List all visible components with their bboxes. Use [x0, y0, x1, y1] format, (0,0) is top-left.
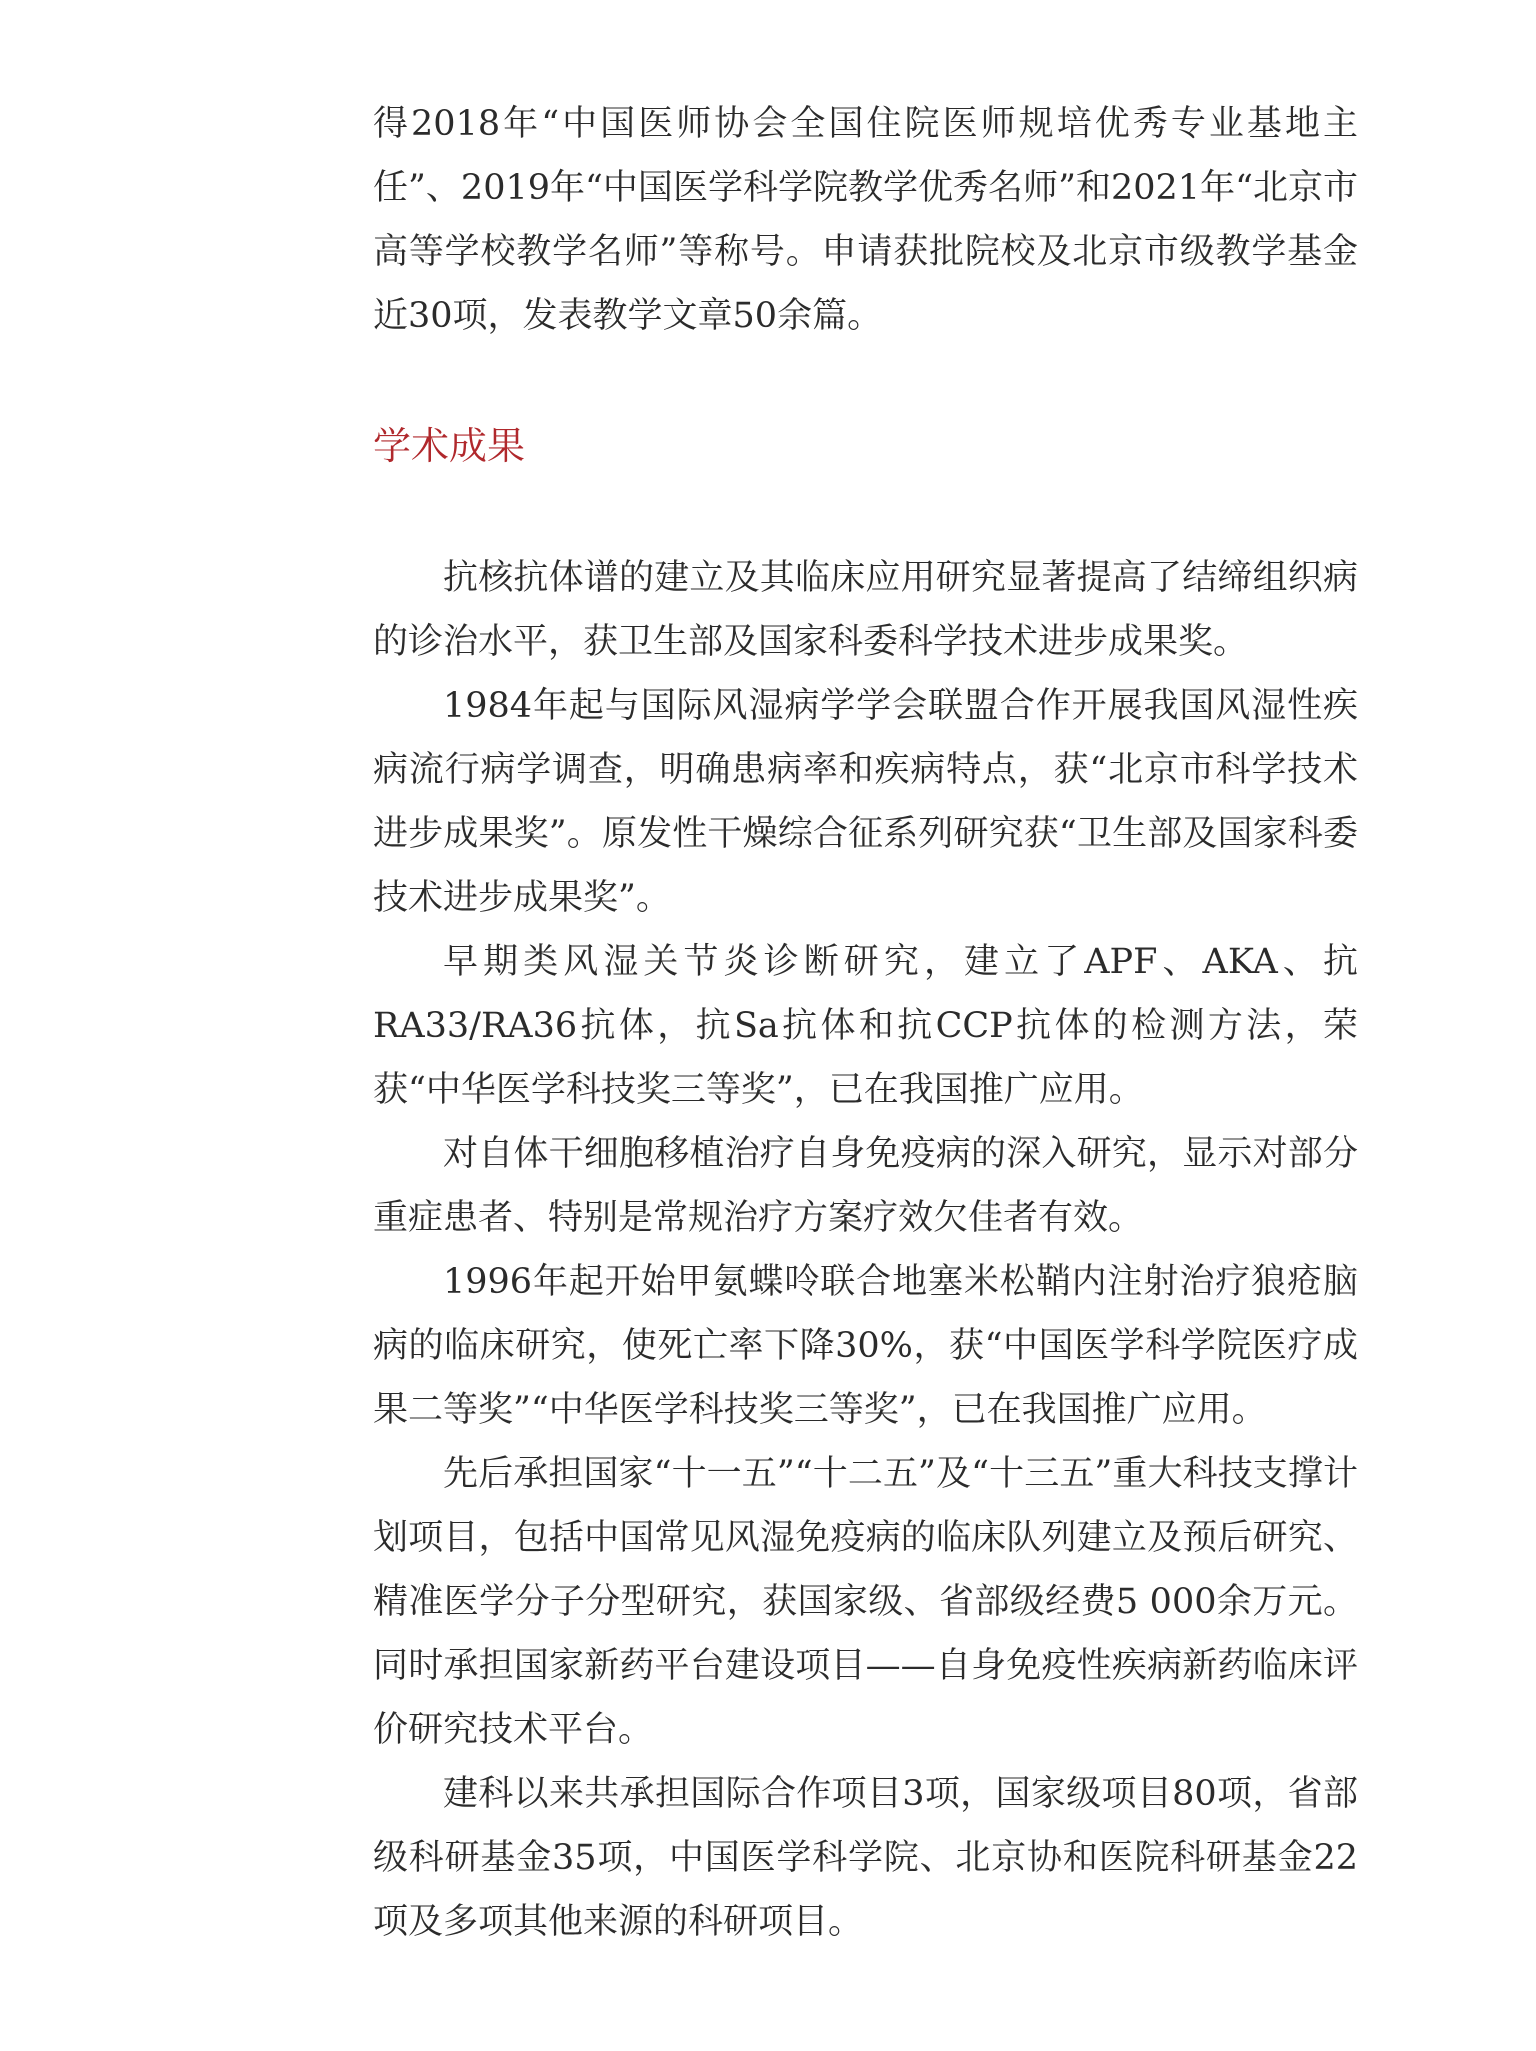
section-heading: 学术成果: [373, 424, 526, 468]
paragraph-epidemiology: 1984年起与国际风湿病学学会联盟合作开展我国风湿性疾病流行病学调查，明确患病率和疾病特点，获“北京市科学技术进步成果奖”。原发性干燥综合征系列研究获“卫生部及国家科委技术进步成果奖”。: [373, 686, 1358, 918]
paragraph-ana-spectrum: 抗核抗体谱的建立及其临床应用研究显著提高了结缔组织病的诊治水平，获卫生部及国家科委科学技术进步成果奖。: [373, 558, 1358, 662]
paragraph-national-projects: 先后承担国家“十一五”“十二五”及“十三五”重大科技支撑计划项目，包括中国常见风湿免疫病的临床队列建立及预后研究、精准医学分子分型研究，获国家级、省部级经费5 000余万元。同时承担国家新药平台建设项目——自身免疫性疾病新药临床评价研究技术平台。: [373, 1454, 1358, 1750]
paragraph-lupus-encephalopathy: 1996年起开始甲氨蝶呤联合地塞米松鞘内注射治疗狼疮脑病的临床研究，使死亡率下降30%，获“中国医学科学院医疗成果二等奖”“中华医学科技奖三等奖”，已在我国推广应用。: [373, 1262, 1358, 1430]
paragraph-early-ra-diagnosis: 早期类风湿关节炎诊断研究，建立了APF、AKA、抗RA33/RA36抗体，抗Sa抗体和抗CCP抗体的检测方法，荣获“中华医学科技奖三等奖”，已在我国推广应用。: [373, 942, 1358, 1110]
paragraph-stem-cell: 对自体干细胞移植治疗自身免疫病的深入研究，显示对部分重症患者、特别是常规治疗方案疗效欠佳者有效。: [373, 1134, 1358, 1238]
intro-paragraph: 得2018年“中国医师协会全国住院医师规培优秀专业基地主任”、2019年“中国医学科学院教学优秀名师”和2021年“北京市高等学校教学名师”等称号。申请获批院校及北京市级教学基金近30项，发表教学文章50余篇。: [373, 104, 1358, 336]
paragraph-research-funding: 建科以来共承担国际合作项目3项，国家级项目80项，省部级科研基金35项，中国医学科学院、北京协和医院科研基金22项及多项其他来源的科研项目。: [373, 1774, 1358, 1942]
section-body: [373, 546, 1358, 1954]
